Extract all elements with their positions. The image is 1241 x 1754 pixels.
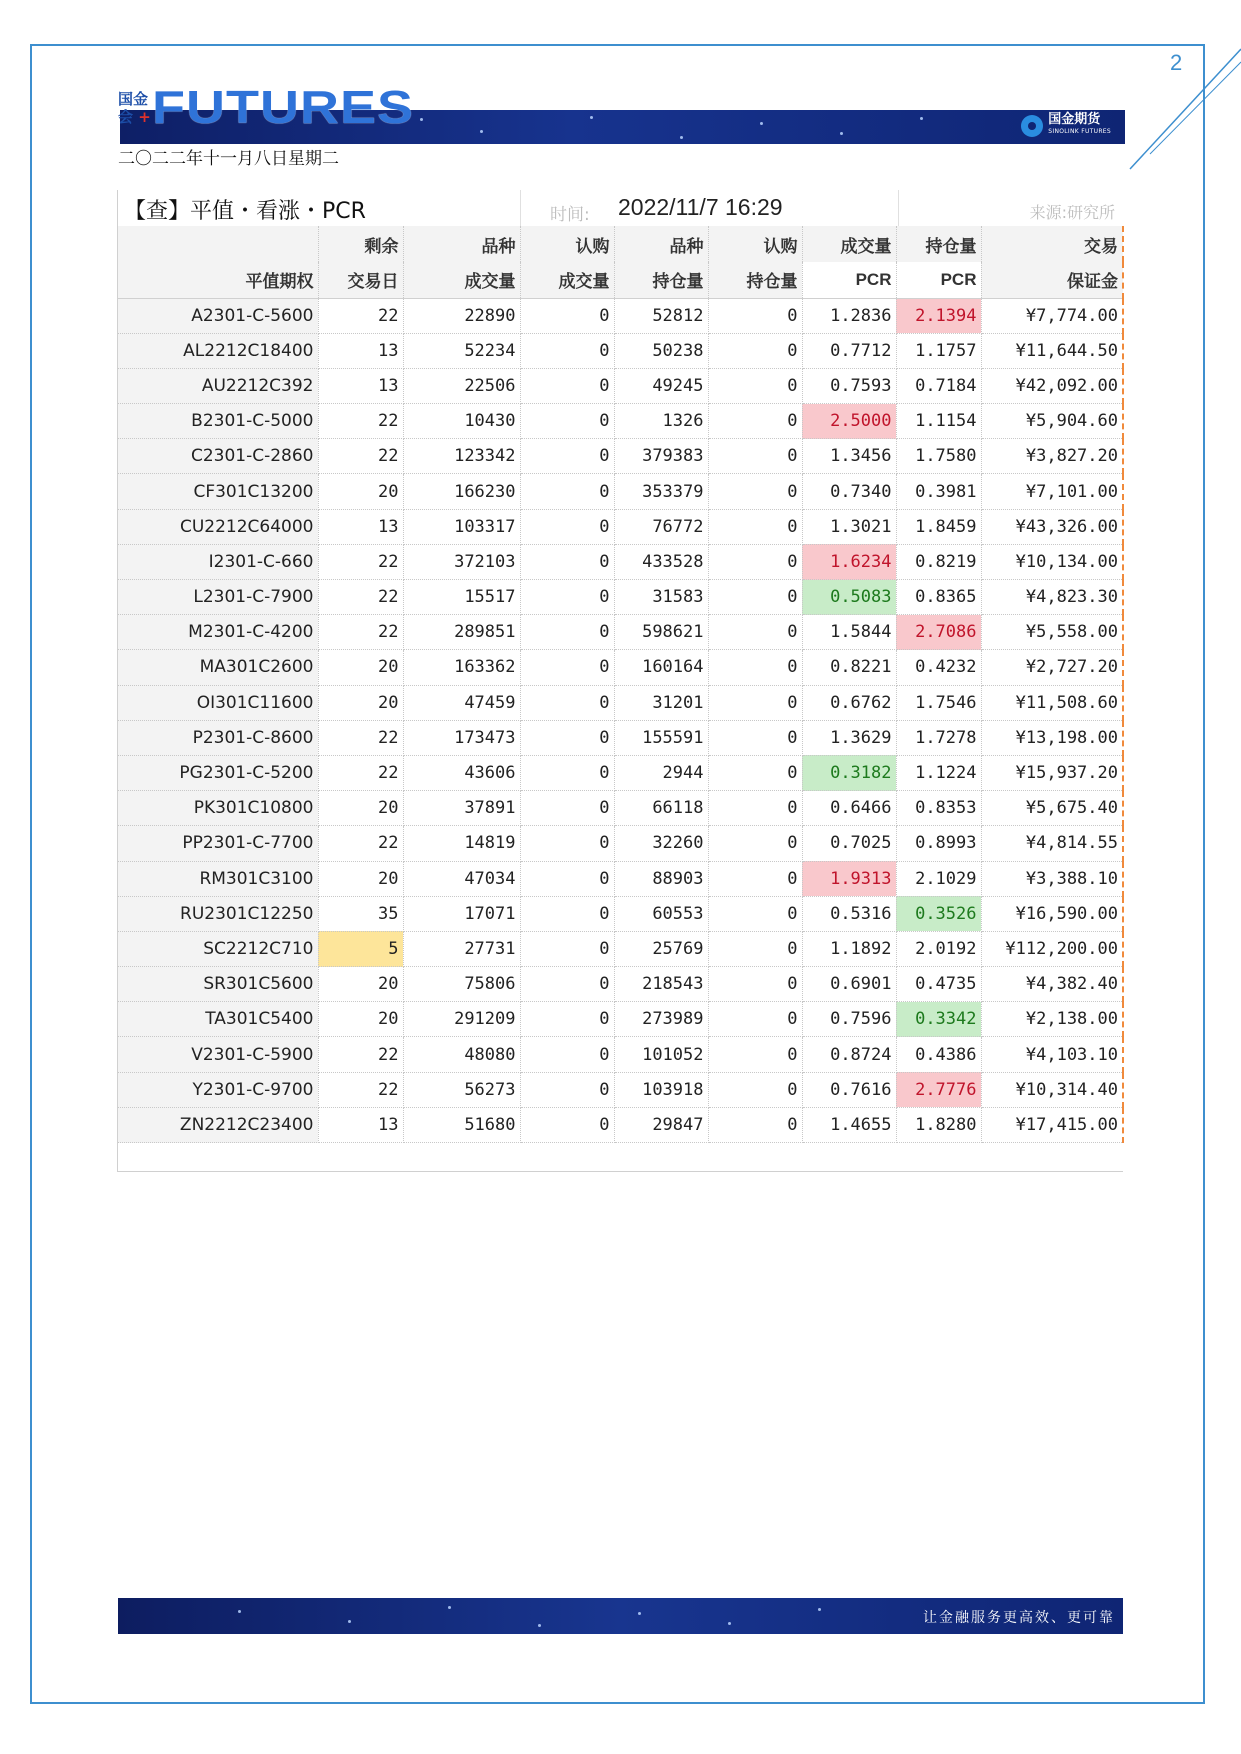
header-option: 平值期权 — [118, 262, 318, 298]
cell-call-oi: 0 — [708, 404, 802, 439]
cell-vol-pcr: 0.7025 — [802, 826, 896, 861]
cell-vol-pcr: 1.1892 — [802, 931, 896, 966]
cell-oi: 31201 — [614, 685, 708, 720]
footer-banner — [118, 1598, 1123, 1634]
cell-name: TA301C5400 — [118, 1002, 318, 1037]
cell-days: 22 — [318, 720, 403, 755]
cell-margin: ¥43,326.00 — [981, 509, 1123, 544]
cell-oi: 2944 — [614, 755, 708, 790]
cell-call-vol: 0 — [520, 1037, 614, 1072]
cell-name: AU2212C392 — [118, 368, 318, 403]
cell-oi: 1326 — [614, 404, 708, 439]
header-vol-pcr: 成交量 — [802, 226, 896, 262]
table-row — [118, 580, 1123, 615]
cell-oi-pcr: 0.3981 — [896, 474, 981, 509]
cell-oi: 433528 — [614, 544, 708, 579]
cell-name: PP2301-C-7700 — [118, 826, 318, 861]
cell-call-vol: 0 — [520, 368, 614, 403]
cell-oi: 25769 — [614, 931, 708, 966]
cell-oi-pcr: 0.3526 — [896, 896, 981, 931]
header-days: 剩余 — [318, 226, 403, 262]
cell-call-oi: 0 — [708, 368, 802, 403]
cell-margin: ¥3,388.10 — [981, 861, 1123, 896]
cell-call-oi: 0 — [708, 650, 802, 685]
cell-margin: ¥13,198.00 — [981, 720, 1123, 755]
cell-name: RU2301C12250 — [118, 896, 318, 931]
cell-oi-pcr: 0.4386 — [896, 1037, 981, 1072]
table-row — [118, 333, 1123, 368]
cell-vol-pcr: 1.6234 — [802, 544, 896, 579]
cell-vol: 372103 — [403, 544, 520, 579]
table-row — [118, 404, 1123, 439]
cell-call-oi: 0 — [708, 1107, 802, 1142]
table-row — [118, 685, 1123, 720]
table-row — [118, 826, 1123, 861]
cell-days: 22 — [318, 544, 403, 579]
cell-days: 20 — [318, 861, 403, 896]
cell-margin: ¥7,101.00 — [981, 474, 1123, 509]
cell-oi: 353379 — [614, 474, 708, 509]
cell-margin: ¥16,590.00 — [981, 896, 1123, 931]
cell-days: 13 — [318, 333, 403, 368]
table-row — [118, 474, 1123, 509]
cell-call-vol: 0 — [520, 791, 614, 826]
cell-name: MA301C2600 — [118, 650, 318, 685]
cell-vol-pcr: 0.7596 — [802, 1002, 896, 1037]
cell-call-vol: 0 — [520, 580, 614, 615]
cell-vol-pcr: 0.8221 — [802, 650, 896, 685]
cell-days: 20 — [318, 474, 403, 509]
cell-vol: 52234 — [403, 333, 520, 368]
cell-vol-pcr: 2.5000 — [802, 404, 896, 439]
cell-oi-pcr: 1.7580 — [896, 439, 981, 474]
table-row — [118, 967, 1123, 1002]
header-oi: 品种 — [614, 226, 708, 262]
cell-vol-pcr: 0.6762 — [802, 685, 896, 720]
cell-days: 22 — [318, 615, 403, 650]
cell-oi-pcr: 1.7278 — [896, 720, 981, 755]
cell-oi-pcr: 0.8353 — [896, 791, 981, 826]
cell-name: ZN2212C23400 — [118, 1107, 318, 1142]
cell-oi-pcr: 1.7546 — [896, 685, 981, 720]
cell-call-vol: 0 — [520, 474, 614, 509]
header-margin: 交易 — [981, 226, 1123, 262]
cell-call-vol: 0 — [520, 1002, 614, 1037]
header-vol-pcr: PCR — [802, 262, 896, 298]
table-row — [118, 615, 1123, 650]
cell-margin: ¥5,675.40 — [981, 791, 1123, 826]
cell-oi-pcr: 0.3342 — [896, 1002, 981, 1037]
cell-oi-pcr: 2.7086 — [896, 615, 981, 650]
cell-oi-pcr: 2.0192 — [896, 931, 981, 966]
cell-oi-pcr: 1.1224 — [896, 755, 981, 790]
brand-name-cn: 国金期货 — [1048, 112, 1101, 127]
header-days: 交易日 — [318, 262, 403, 298]
logo-futures: FUTURES — [152, 82, 414, 134]
cell-oi-pcr: 1.1154 — [896, 404, 981, 439]
cell-vol: 75806 — [403, 967, 520, 1002]
cell-vol-pcr: 0.7593 — [802, 368, 896, 403]
cell-call-vol: 0 — [520, 755, 614, 790]
header-volume: 品种 — [403, 226, 520, 262]
cell-vol: 103317 — [403, 509, 520, 544]
header-margin: 保证金 — [981, 262, 1123, 298]
cell-vol: 289851 — [403, 615, 520, 650]
source-label: 来源:研究所 — [1029, 203, 1115, 222]
cell-call-vol: 0 — [520, 967, 614, 1002]
cell-oi-pcr: 0.4232 — [896, 650, 981, 685]
cell-margin: ¥11,508.60 — [981, 685, 1123, 720]
brand-logo — [1021, 114, 1111, 138]
cell-days: 22 — [318, 755, 403, 790]
cell-vol: 27731 — [403, 931, 520, 966]
cell-vol: 56273 — [403, 1072, 520, 1107]
cell-vol-pcr: 1.3456 — [802, 439, 896, 474]
cell-vol: 15517 — [403, 580, 520, 615]
cell-name: L2301-C-7900 — [118, 580, 318, 615]
cell-days: 22 — [318, 826, 403, 861]
table-row — [118, 720, 1123, 755]
cell-oi: 32260 — [614, 826, 708, 861]
cell-call-vol: 0 — [520, 896, 614, 931]
cell-oi: 379383 — [614, 439, 708, 474]
table-row — [118, 368, 1123, 403]
cell-oi: 155591 — [614, 720, 708, 755]
cell-vol-pcr: 0.7616 — [802, 1072, 896, 1107]
cell-call-vol: 0 — [520, 544, 614, 579]
table-row — [118, 896, 1123, 931]
cell-call-oi: 0 — [708, 896, 802, 931]
table-row — [118, 1072, 1123, 1107]
cell-days: 22 — [318, 404, 403, 439]
table-row — [118, 509, 1123, 544]
cell-vol-pcr: 1.3021 — [802, 509, 896, 544]
cell-oi-pcr: 0.7184 — [896, 368, 981, 403]
cell-call-vol: 0 — [520, 333, 614, 368]
cell-days: 20 — [318, 685, 403, 720]
sheet-title-row — [118, 190, 1123, 227]
table-row — [118, 544, 1123, 579]
cell-days: 20 — [318, 967, 403, 1002]
cell-vol: 173473 — [403, 720, 520, 755]
cell-margin: ¥15,937.20 — [981, 755, 1123, 790]
cell-oi-pcr: 0.4735 — [896, 967, 981, 1002]
cell-oi-pcr: 1.8459 — [896, 509, 981, 544]
pcr-table — [118, 226, 1124, 1143]
cell-oi: 103918 — [614, 1072, 708, 1107]
cell-oi: 101052 — [614, 1037, 708, 1072]
cell-name: PK301C10800 — [118, 791, 318, 826]
cell-call-oi: 0 — [708, 931, 802, 966]
cell-call-oi: 0 — [708, 298, 802, 333]
header-volume: 成交量 — [403, 262, 520, 298]
cell-vol-pcr: 0.5316 — [802, 896, 896, 931]
header-call-volume: 认购 — [520, 226, 614, 262]
cell-call-oi: 0 — [708, 1002, 802, 1037]
cell-call-vol: 0 — [520, 1107, 614, 1142]
cell-vol: 47034 — [403, 861, 520, 896]
cell-call-oi: 0 — [708, 1072, 802, 1107]
cell-call-vol: 0 — [520, 931, 614, 966]
cell-oi-pcr: 2.7776 — [896, 1072, 981, 1107]
cell-margin: ¥4,814.55 — [981, 826, 1123, 861]
cell-vol-pcr: 0.6901 — [802, 967, 896, 1002]
cell-margin: ¥3,827.20 — [981, 439, 1123, 474]
table-row — [118, 1002, 1123, 1037]
cell-vol-pcr: 0.3182 — [802, 755, 896, 790]
cell-margin: ¥4,103.10 — [981, 1037, 1123, 1072]
cell-vol: 291209 — [403, 1002, 520, 1037]
cell-vol: 123342 — [403, 439, 520, 474]
cell-name: PG2301-C-5200 — [118, 755, 318, 790]
cell-oi: 66118 — [614, 791, 708, 826]
table-row — [118, 439, 1123, 474]
cell-call-vol: 0 — [520, 720, 614, 755]
cell-days: 20 — [318, 650, 403, 685]
cell-call-oi: 0 — [708, 544, 802, 579]
cell-vol-pcr: 0.8724 — [802, 1037, 896, 1072]
cell-name: M2301-C-4200 — [118, 615, 318, 650]
cell-call-oi: 0 — [708, 791, 802, 826]
cell-vol-pcr: 0.5083 — [802, 580, 896, 615]
cell-name: P2301-C-8600 — [118, 720, 318, 755]
cell-margin: ¥5,904.60 — [981, 404, 1123, 439]
cell-vol-pcr: 0.7340 — [802, 474, 896, 509]
cell-oi: 598621 — [614, 615, 708, 650]
cell-oi: 52812 — [614, 298, 708, 333]
cell-vol: 43606 — [403, 755, 520, 790]
cell-oi: 160164 — [614, 650, 708, 685]
cell-call-vol: 0 — [520, 615, 614, 650]
cell-oi-pcr: 2.1394 — [896, 298, 981, 333]
footer-slogan: 让金融服务更高效、更可靠 — [923, 1610, 1115, 1626]
cell-oi-pcr: 1.1757 — [896, 333, 981, 368]
cell-call-oi: 0 — [708, 861, 802, 896]
cell-days: 22 — [318, 1037, 403, 1072]
cell-oi: 50238 — [614, 333, 708, 368]
cell-vol: 14819 — [403, 826, 520, 861]
cell-call-oi: 0 — [708, 439, 802, 474]
cell-days: 22 — [318, 298, 403, 333]
cell-call-vol: 0 — [520, 439, 614, 474]
cell-call-vol: 0 — [520, 685, 614, 720]
table-row — [118, 650, 1123, 685]
cell-name: I2301-C-660 — [118, 544, 318, 579]
cell-call-vol: 0 — [520, 298, 614, 333]
cell-name: B2301-C-5000 — [118, 404, 318, 439]
pcr-sheet — [117, 190, 1123, 1172]
cell-name: SR301C5600 — [118, 967, 318, 1002]
cell-days: 5 — [318, 931, 403, 966]
report-date: 二〇二二年十一月八日星期二 — [118, 149, 339, 169]
cell-margin: ¥11,644.50 — [981, 333, 1123, 368]
cell-call-vol: 0 — [520, 826, 614, 861]
cell-oi: 273989 — [614, 1002, 708, 1037]
cell-days: 13 — [318, 509, 403, 544]
header-call-oi: 认购 — [708, 226, 802, 262]
cell-margin: ¥10,314.40 — [981, 1072, 1123, 1107]
cell-name: C2301-C-2860 — [118, 439, 318, 474]
cell-margin: ¥5,558.00 — [981, 615, 1123, 650]
cell-days: 35 — [318, 896, 403, 931]
corner-decoration — [1120, 44, 1241, 174]
cell-call-oi: 0 — [708, 967, 802, 1002]
table-row — [118, 861, 1123, 896]
cell-days: 20 — [318, 791, 403, 826]
cell-margin: ¥17,415.00 — [981, 1107, 1123, 1142]
cell-name: RM301C3100 — [118, 861, 318, 896]
cell-name: V2301-C-5900 — [118, 1037, 318, 1072]
cell-call-oi: 0 — [708, 685, 802, 720]
cell-vol: 166230 — [403, 474, 520, 509]
cell-days: 22 — [318, 580, 403, 615]
cell-days: 13 — [318, 368, 403, 403]
table-header-row — [118, 262, 1123, 298]
cell-vol: 51680 — [403, 1107, 520, 1142]
table-row — [118, 931, 1123, 966]
cell-oi-pcr: 2.1029 — [896, 861, 981, 896]
cell-vol: 47459 — [403, 685, 520, 720]
page-number: 2 — [1170, 50, 1183, 75]
cell-margin: ¥42,092.00 — [981, 368, 1123, 403]
cell-margin: ¥4,382.40 — [981, 967, 1123, 1002]
header-oi-pcr: 持仓量 — [896, 226, 981, 262]
table-row — [118, 298, 1123, 333]
cell-oi: 76772 — [614, 509, 708, 544]
cell-name: CU2212C64000 — [118, 509, 318, 544]
cell-days: 20 — [318, 1002, 403, 1037]
cell-days: 13 — [318, 1107, 403, 1142]
cell-oi-pcr: 0.8993 — [896, 826, 981, 861]
cell-vol-pcr: 1.9313 — [802, 861, 896, 896]
cell-call-oi: 0 — [708, 509, 802, 544]
cell-vol-pcr: 0.7712 — [802, 333, 896, 368]
header-option — [118, 226, 318, 262]
logo-cn: 国金 会 + — [118, 90, 151, 126]
header-call-oi: 持仓量 — [708, 262, 802, 298]
cell-vol: 17071 — [403, 896, 520, 931]
header-oi-pcr: PCR — [896, 262, 981, 298]
header-call-volume: 成交量 — [520, 262, 614, 298]
cell-margin: ¥10,134.00 — [981, 544, 1123, 579]
cell-margin: ¥112,200.00 — [981, 931, 1123, 966]
cell-oi-pcr: 0.8219 — [896, 544, 981, 579]
cell-call-oi: 0 — [708, 755, 802, 790]
time-label: 时间: — [550, 205, 590, 225]
cell-name: Y2301-C-9700 — [118, 1072, 318, 1107]
cell-days: 22 — [318, 1072, 403, 1107]
cell-vol: 48080 — [403, 1037, 520, 1072]
cell-vol: 37891 — [403, 791, 520, 826]
cell-oi-pcr: 0.8365 — [896, 580, 981, 615]
cell-margin: ¥7,774.00 — [981, 298, 1123, 333]
cell-call-vol: 0 — [520, 509, 614, 544]
table-row — [118, 1107, 1123, 1142]
header-oi: 持仓量 — [614, 262, 708, 298]
cell-name: OI301C11600 — [118, 685, 318, 720]
cell-call-oi: 0 — [708, 333, 802, 368]
cell-oi: 88903 — [614, 861, 708, 896]
cell-vol: 22506 — [403, 368, 520, 403]
cell-call-oi: 0 — [708, 826, 802, 861]
cell-oi-pcr: 1.8280 — [896, 1107, 981, 1142]
cell-name: CF301C13200 — [118, 474, 318, 509]
cell-margin: ¥2,727.20 — [981, 650, 1123, 685]
cell-call-vol: 0 — [520, 650, 614, 685]
cell-name: AL2212C18400 — [118, 333, 318, 368]
sheet-title: 【查】平值・看涨・PCR — [124, 199, 366, 224]
brand-name-en: SINOLINK FUTURES — [1048, 128, 1111, 135]
cell-call-vol: 0 — [520, 1072, 614, 1107]
cell-vol-pcr: 0.6466 — [802, 791, 896, 826]
cell-call-oi: 0 — [708, 720, 802, 755]
cell-oi: 31583 — [614, 580, 708, 615]
cell-name: SC2212C710 — [118, 931, 318, 966]
cell-margin: ¥2,138.00 — [981, 1002, 1123, 1037]
cell-vol-pcr: 1.3629 — [802, 720, 896, 755]
table-row — [118, 791, 1123, 826]
cell-vol: 163362 — [403, 650, 520, 685]
cell-oi: 218543 — [614, 967, 708, 1002]
cell-call-vol: 0 — [520, 861, 614, 896]
table-row — [118, 755, 1123, 790]
cell-name: A2301-C-5600 — [118, 298, 318, 333]
cell-call-vol: 0 — [520, 404, 614, 439]
brand-mark-icon — [1021, 115, 1043, 137]
cell-vol-pcr: 1.2836 — [802, 298, 896, 333]
cell-margin: ¥4,823.30 — [981, 580, 1123, 615]
cell-vol-pcr: 1.4655 — [802, 1107, 896, 1142]
cell-days: 22 — [318, 439, 403, 474]
cell-oi: 60553 — [614, 896, 708, 931]
cell-oi: 29847 — [614, 1107, 708, 1142]
cell-call-oi: 0 — [708, 615, 802, 650]
time-value: 2022/11/7 16:29 — [618, 194, 783, 220]
cell-call-oi: 0 — [708, 474, 802, 509]
cell-vol: 10430 — [403, 404, 520, 439]
cell-call-oi: 0 — [708, 580, 802, 615]
cell-vol: 22890 — [403, 298, 520, 333]
cell-vol-pcr: 1.5844 — [802, 615, 896, 650]
cell-oi: 49245 — [614, 368, 708, 403]
cell-call-oi: 0 — [708, 1037, 802, 1072]
table-row — [118, 1037, 1123, 1072]
table-header-row — [118, 226, 1123, 262]
